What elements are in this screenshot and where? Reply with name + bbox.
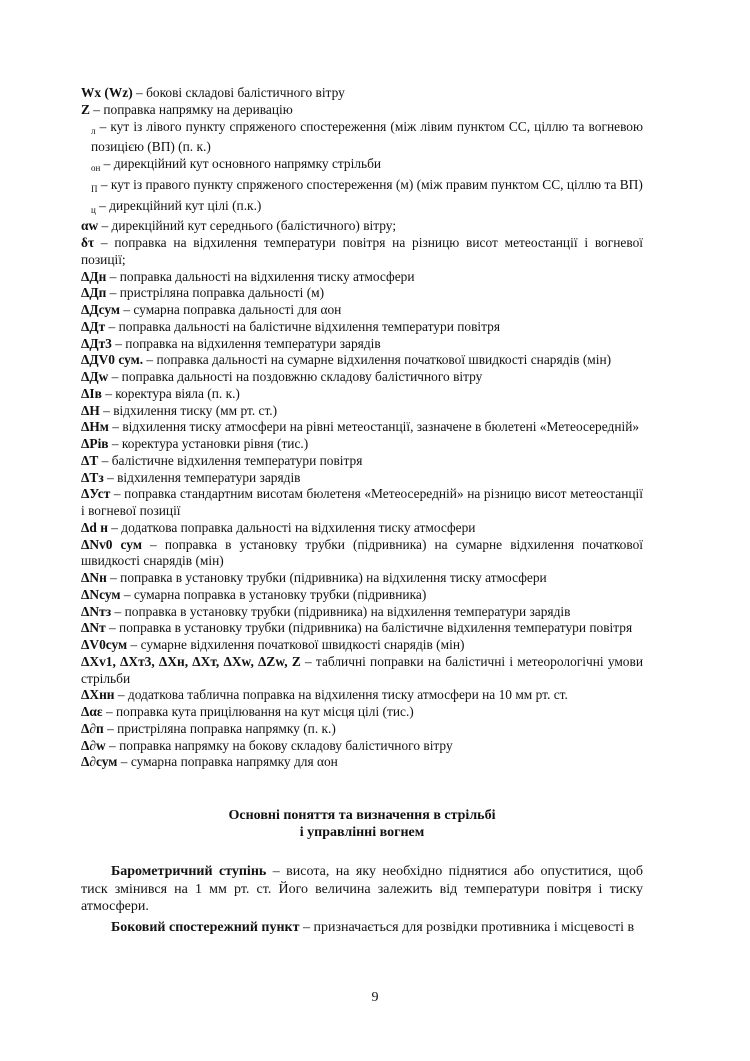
definition-text: – табличні поправки на балістичні і метеорологічні умови стрільби xyxy=(81,653,643,686)
definition-paragraph xyxy=(81,919,643,937)
definition-term: ΔNн xyxy=(81,570,107,585)
definition-item xyxy=(81,587,643,604)
definition-term: ΔУст xyxy=(81,486,111,502)
definition-term: ΔДн xyxy=(81,268,107,284)
definition-item xyxy=(81,620,643,637)
definition-text: – кут із правого пункту спряженого спостереження (м) (між правим пунктом СС, ціллю та ВП) xyxy=(97,176,643,192)
definition-item xyxy=(81,369,643,386)
definition-term: ΔНм xyxy=(81,419,109,435)
definition-term: П xyxy=(91,183,98,194)
definition-text: – поправка дальності на балістичне відхилення температури повітря xyxy=(105,318,500,334)
definition-item xyxy=(81,704,643,721)
definition-item xyxy=(81,721,643,738)
definition-text: – відхилення тиску (мм рт. ст.) xyxy=(99,402,278,418)
definition-term: ц xyxy=(91,204,96,215)
definition-term: ΔДсум xyxy=(81,302,121,317)
definition-text: – поправка стандартним висотам бюлетеня «Метеосередній» на різницю висот метеостанції і вогневої позиції xyxy=(81,486,643,518)
definition-term: ΔТ xyxy=(81,452,99,468)
definition-term: ΔТз xyxy=(81,469,104,485)
definition-text: – поправка дальності на поздовжню складову балістичного вітру xyxy=(108,369,483,384)
paragraph-term: Барометричний ступінь xyxy=(111,864,267,879)
definition-text: – бокові складові балістичного вітру xyxy=(132,85,345,100)
definition-text: – сумарна поправка дальності для αон xyxy=(120,302,342,317)
definition-item xyxy=(81,520,643,537)
definition-text: – дирекційний кут основного напрямку стрільби xyxy=(100,156,382,171)
definition-item xyxy=(81,453,643,470)
definition-text: – сумарне відхилення початкової швидкості снарядів (мін) xyxy=(127,637,465,652)
definition-item xyxy=(81,302,643,319)
definition-term: ΔXv1, ΔXт3, ΔXн, ΔXт, ΔXw, ΔZw, Z xyxy=(81,653,301,669)
definition-paragraph xyxy=(81,863,643,916)
definition-text: – додаткова таблична поправка на відхилення тиску атмосфери на 10 мм рт. ст. xyxy=(114,687,568,703)
definition-term: Δαε xyxy=(81,704,103,719)
definition-text: – поправка в установку трубки (підривника) на відхилення температури зарядів xyxy=(111,603,571,619)
definition-text: – коректура віяла (п. к.) xyxy=(101,385,240,401)
definition-text: – поправка на відхилення температури повітря на різницю висот метеостанції і вогневої позиції; xyxy=(81,235,643,267)
definition-text: – сумарна поправка в установку трубки (підривника) xyxy=(120,586,427,602)
definition-item xyxy=(81,352,643,369)
definition-term: δτ xyxy=(81,235,95,250)
definition-term: ΔДт xyxy=(81,318,106,334)
definition-text: – кут із лівого пункту спряженого спостереження (між лівим пунктом СС, ціллю та вогневою позицією (ВП) (п. к.) xyxy=(91,118,643,155)
definition-item xyxy=(81,654,643,688)
definition-term: ΔДw xyxy=(81,369,109,384)
section-heading xyxy=(81,807,643,841)
definition-item xyxy=(81,403,643,420)
definition-term: л xyxy=(91,125,96,136)
definitions-paragraphs xyxy=(81,863,643,936)
definition-item xyxy=(81,218,643,235)
definition-item xyxy=(81,102,643,119)
definitions-list xyxy=(81,85,643,771)
definition-term: ΔNv0 сум xyxy=(81,536,142,552)
definition-text: – дирекційний кут цілі (п.к.) xyxy=(95,197,262,213)
definition-text: – відхилення температури зарядів xyxy=(103,469,301,485)
definition-text: – поправка на відхилення температури зарядів xyxy=(111,335,381,351)
definition-term: Δd н xyxy=(81,519,108,535)
definition-item xyxy=(81,738,643,755)
definition-item xyxy=(81,754,643,771)
definition-text: – поправка напрямку на бокову складову балістичного вітру xyxy=(105,737,453,753)
definition-item xyxy=(81,604,643,621)
definition-item xyxy=(81,336,643,353)
definition-text: – поправка дальності на відхилення тиску атмосфери xyxy=(106,268,415,284)
definition-text: – поправка напрямку на деривацію xyxy=(89,101,293,117)
definition-term: ΔV0сум xyxy=(81,637,128,652)
definition-text: – відхилення тиску атмосфери на рівні метеостанції, зазначене в бюлетені «Метеосередній» xyxy=(108,419,640,435)
definition-term: ΔДт3 xyxy=(81,335,112,351)
definition-term: ΔXнн xyxy=(81,687,115,703)
definition-term: ΔДп xyxy=(81,285,107,301)
definition-item xyxy=(81,85,643,102)
definition-item xyxy=(81,269,643,286)
definition-term: ΔН xyxy=(81,402,100,418)
definition-term: ΔДV0 сум. xyxy=(81,352,144,368)
definition-item xyxy=(81,235,643,269)
definition-text: – пристріляна поправка дальності (м) xyxy=(106,285,325,301)
definition-term: ΔРів xyxy=(81,436,109,451)
definition-term: ΔIв xyxy=(81,385,102,401)
definition-item xyxy=(81,470,643,487)
definition-text: – дирекційний кут середнього (балістичного) вітру; xyxy=(98,218,397,234)
definition-text: – поправка в установку трубки (підривника) на відхилення тиску атмосфери xyxy=(106,570,547,585)
definition-text: – сумарна поправка напрямку для αон xyxy=(117,754,338,770)
definition-text: – пристріляна поправка напрямку (п. к.) xyxy=(103,720,336,736)
definition-text: – балістичне відхилення температури повітря xyxy=(98,452,363,468)
definition-term: ΔNтз xyxy=(81,603,112,619)
definition-item xyxy=(81,386,643,403)
definition-term: Wx (Wz) xyxy=(81,85,133,100)
definition-item xyxy=(81,119,643,157)
paragraph-text: – призначається для розвідки противника і місцевості в xyxy=(299,919,635,935)
definition-term: Δ∂сум xyxy=(81,754,118,770)
definition-item xyxy=(81,198,643,219)
page-content xyxy=(81,85,643,939)
definition-term: αw xyxy=(81,218,99,234)
definition-text: – поправка в установку трубки (підривника) на балістичне відхилення температури повітря xyxy=(105,620,633,636)
definition-item xyxy=(81,687,643,704)
definition-item xyxy=(81,419,643,436)
page-number: 9 xyxy=(371,990,379,1005)
definition-term: ΔNт xyxy=(81,620,106,636)
definition-item xyxy=(81,637,643,654)
definition-item xyxy=(81,486,643,520)
definition-item xyxy=(81,319,643,336)
paragraph-term: Боковий спостережний пункт xyxy=(111,919,300,935)
definition-term: ΔNсум xyxy=(81,586,121,602)
paragraph-text: – висота, на яку необхідно піднятися або опуститися, щоб тиск змінився на 1 мм рт. ст. Його величина залежить від температури повітря і тиску атмосфери. xyxy=(81,864,643,914)
definition-item xyxy=(81,537,643,571)
heading-line-1: Основні поняття та визначення в стрільбі xyxy=(228,808,496,823)
definition-text: – поправка в установку трубки (підривника) на сумарне відхилення початкової швидкості снарядів (мін) xyxy=(81,536,643,569)
definition-text: – коректура установки рівня (тис.) xyxy=(108,436,309,451)
definition-text: – додаткова поправка дальності на відхилення тиску атмосфери xyxy=(107,519,476,535)
definition-item xyxy=(81,570,643,587)
definition-item xyxy=(81,177,643,198)
definition-term: Δ∂w xyxy=(81,737,106,753)
definition-text: – поправка дальності на сумарне відхилення початкової швидкості снарядів (мін) xyxy=(143,352,612,368)
definition-term: он xyxy=(91,163,101,173)
definition-item xyxy=(81,156,643,177)
definition-term: Δ∂п xyxy=(81,720,104,736)
heading-line-2: і управлінні вогнем xyxy=(299,825,425,840)
definition-item xyxy=(81,436,643,453)
definition-item xyxy=(81,285,643,302)
definition-term: Z xyxy=(81,101,90,117)
definition-text: – поправка кута прицілювання на кут місця цілі (тис.) xyxy=(102,704,414,719)
